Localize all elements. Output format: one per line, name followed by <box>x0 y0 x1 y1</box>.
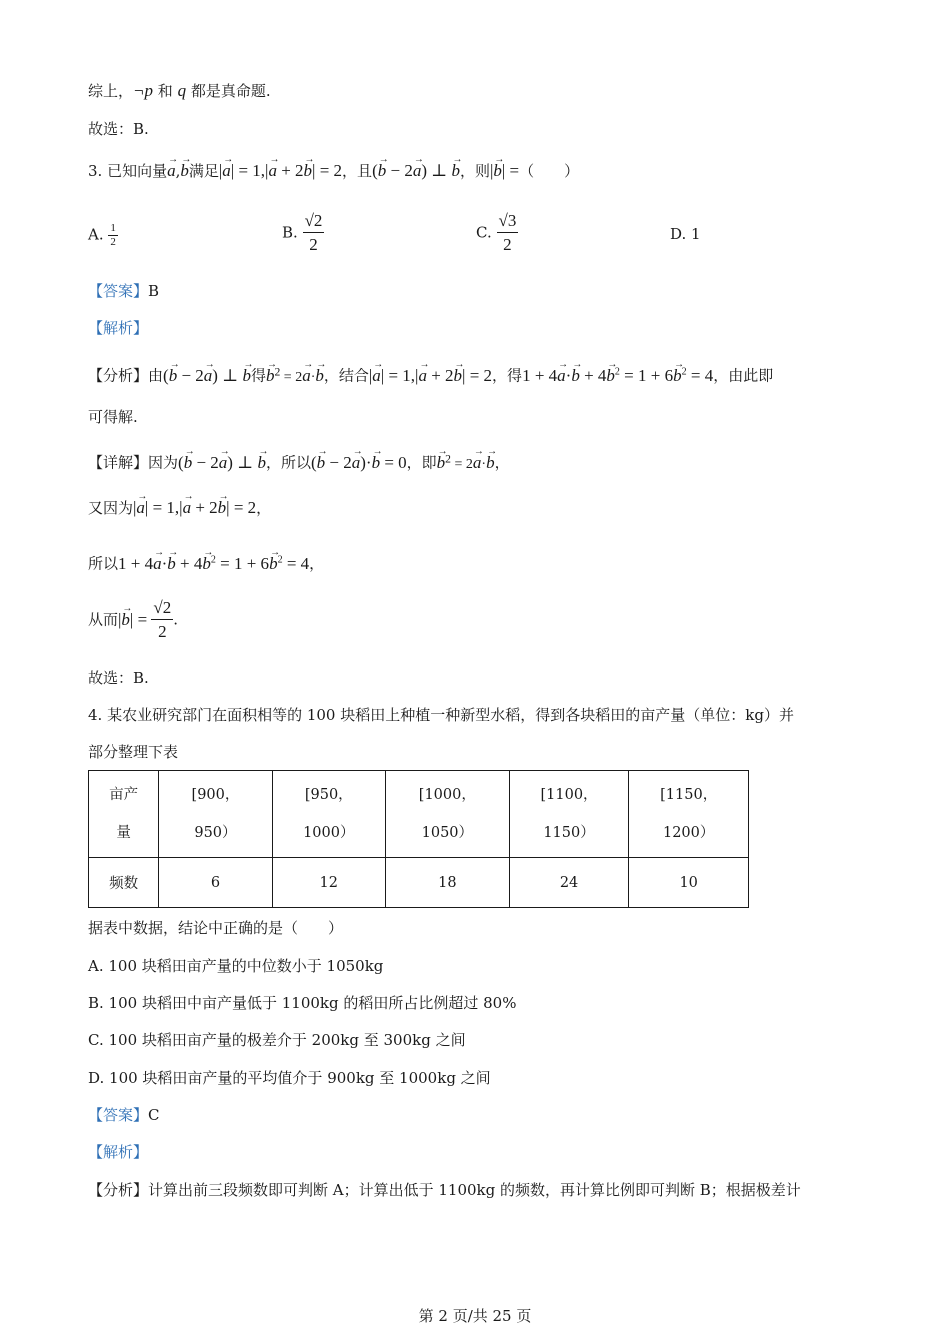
answer-tag: 【答案】 <box>88 282 149 300</box>
denominator: 2 <box>309 235 318 254</box>
numerator: √2 <box>151 597 173 620</box>
numerator: √3 <box>497 210 519 233</box>
text: 和 <box>157 82 173 100</box>
text: 综上， <box>88 82 134 100</box>
analysis-4 <box>88 1141 148 1163</box>
table-cell: 12 <box>272 858 385 908</box>
text: ，得 <box>492 366 523 385</box>
math-vec-a: → a <box>167 160 176 182</box>
math-cond-1: |→ a| = 1,|→ a + 2→ b| = 2 <box>219 161 342 180</box>
text: ，即 <box>406 453 437 472</box>
table-row-label: 频数 <box>89 858 159 908</box>
text: 都是真命题. <box>190 82 271 100</box>
answer-value: B <box>148 282 160 300</box>
math-perp: (→ b − 2→ a) ⊥ → b <box>163 366 251 385</box>
math-b2: → $b^2 = 2\to a\cdot\to b$ <box>266 370 324 385</box>
option-b <box>282 210 324 257</box>
suoyi-line: 所以$1 + 4\to a\cdot\to b + 4\to b^2 = 1 + 6\to b^2 = 4$， <box>88 549 324 575</box>
fraction <box>497 210 519 257</box>
youyin-line: 又因为|→ a| = 1,|→ a + 2→ b| = 2， <box>88 497 271 519</box>
table-cell: 24 <box>509 858 629 908</box>
option-a <box>88 222 118 249</box>
text: 3. 已知向量 <box>88 162 168 180</box>
text: 因为 <box>148 453 179 472</box>
analysis-tag: 【解析】 <box>88 1143 149 1161</box>
answer-value: C <box>148 1106 160 1124</box>
answer-3 <box>88 280 159 302</box>
text: 满足 <box>188 162 219 180</box>
table-header-label: 亩产 量 <box>89 771 159 858</box>
fenxi-tag: 【分析】 <box>88 1181 149 1199</box>
option-d: D. 1 <box>670 225 701 243</box>
fenxi-4 <box>88 1179 801 1201</box>
math-dot-zero: (→ b − 2→ a)·→ b = 0 <box>311 453 407 472</box>
fraction <box>151 597 173 644</box>
select-line-prev: 故选：B. <box>88 120 149 138</box>
xiangjie-tag: 【详解】 <box>88 453 149 472</box>
page-footer: 第 2 页/共 25 页 <box>418 1307 532 1325</box>
text: ，结合 <box>323 366 369 385</box>
math-not-p: ¬p <box>133 81 153 100</box>
conclusion-line <box>88 80 271 102</box>
table-cell: [900， 950） <box>159 771 272 858</box>
math-q: q <box>177 81 187 100</box>
math-b2: → $b^2 = 2\to a\cdot\to b$ <box>437 457 495 472</box>
fenxi-tag: 【分析】 <box>88 366 149 385</box>
option-label: C. <box>476 223 492 242</box>
question-3: 3. 已知向量→ a,→ b满足|→ a| = 1,|→ a + 2→ b| = 2，且(→ b − 2→ a) ⊥ → b，则|→ b| =（ ） <box>88 160 579 182</box>
option-label: B. <box>282 223 298 242</box>
numerator: √2 <box>303 210 325 233</box>
table-row <box>89 771 749 858</box>
table-cell: 10 <box>629 858 749 908</box>
q4-option-d: D. 100 块稻田亩产量的平均值介于 900kg 至 1000kg 之间 <box>88 1069 491 1087</box>
select-3: 故选：B. <box>88 669 149 687</box>
text: 又因为 <box>88 499 134 517</box>
fenxi-3 <box>88 361 773 389</box>
text: 计算出前三段频数即可判断 A；计算出低于 1100kg 的频数，再计算比例即可判断 B；根据极差计 <box>148 1181 801 1199</box>
fenxi-3-cont: 可得解. <box>88 408 138 426</box>
math-abs-b: |→ b| = <box>118 610 151 629</box>
question-4-line1: 4. 某农业研究部门在面积相等的 100 块稻田上种植一种新型水稻，得到各块稻田的亩产量（单位：kg）并 <box>88 706 794 724</box>
text: （ ） <box>519 162 580 180</box>
table-cell: 18 <box>385 858 509 908</box>
text: 得 <box>250 366 266 385</box>
text: ，且 <box>342 162 373 180</box>
text: 所以 <box>88 554 119 573</box>
denominator: 2 <box>110 236 116 248</box>
text: 由 <box>148 366 164 385</box>
table-cell: [1150， 1200） <box>629 771 749 858</box>
answer-tag: 【答案】 <box>88 1106 149 1124</box>
analysis-3 <box>88 317 148 339</box>
yield-table <box>88 770 749 908</box>
text: ，由此即 <box>713 366 774 385</box>
denominator: 2 <box>158 622 167 641</box>
table-cell: [1100， 1150） <box>509 771 629 858</box>
math-cond-2: (→ b − 2→ a) ⊥ → b <box>372 161 460 180</box>
table-row <box>89 858 749 908</box>
text: ，则 <box>459 162 490 180</box>
q4-option-a: A. 100 块稻田亩产量的中位数小于 1050kg <box>88 957 384 975</box>
option-label: A. <box>88 225 104 244</box>
analysis-tag: 【解析】 <box>88 319 149 337</box>
math-expand: $1 + 4\to a\cdot\to b + 4\to b^2 = 1 + 6\to b^2 = 4$ <box>522 366 713 385</box>
q4-option-b: B. 100 块稻田中亩产量低于 1100kg 的稻田所占比例超过 80% <box>88 994 517 1012</box>
denominator: 2 <box>503 235 512 254</box>
xiangjie-3: 【详解】因为(→ b − 2→ a) ⊥ → b，所以(→ b − 2→ a)·→ b = 0，即→ $b^2 = 2\to a\cdot\to b$， <box>88 448 510 476</box>
table-cell: 6 <box>159 858 272 908</box>
option-c <box>476 210 518 257</box>
fraction <box>108 222 118 249</box>
text: ，所以 <box>265 453 311 472</box>
math-vec-b: → b <box>180 160 189 182</box>
math-expand: $1 + 4\to a\cdot\to b + 4\to b^2 = 1 + 6\to b^2 = 4$ <box>118 554 309 573</box>
congcr-line: 从而|→ b| = $\frac{√2}{2}$ . <box>88 597 178 644</box>
numerator: 1 <box>110 222 116 234</box>
q4-option-c: C. 100 块稻田亩产量的极差介于 200kg 至 300kg 之间 <box>88 1031 466 1049</box>
table-cell: [950， 1000） <box>272 771 385 858</box>
math-perp: (→ b − 2→ a) ⊥ → b <box>178 453 266 472</box>
table-cell: [1000， 1050） <box>385 771 509 858</box>
fraction <box>303 210 325 257</box>
answer-4 <box>88 1104 160 1126</box>
math-cond: |→ a| = 1,|→ a + 2→ b| = 2 <box>369 366 492 385</box>
question-4-after: 据表中数据，结论中正确的是（ ） <box>88 919 344 937</box>
math-cond: |→ a| = 1,|→ a + 2→ b| = 2 <box>133 498 256 517</box>
question-4-line2: 部分整理下表 <box>88 743 179 761</box>
text: 从而 <box>88 610 119 629</box>
math-ask: |→ b| = <box>490 161 519 180</box>
